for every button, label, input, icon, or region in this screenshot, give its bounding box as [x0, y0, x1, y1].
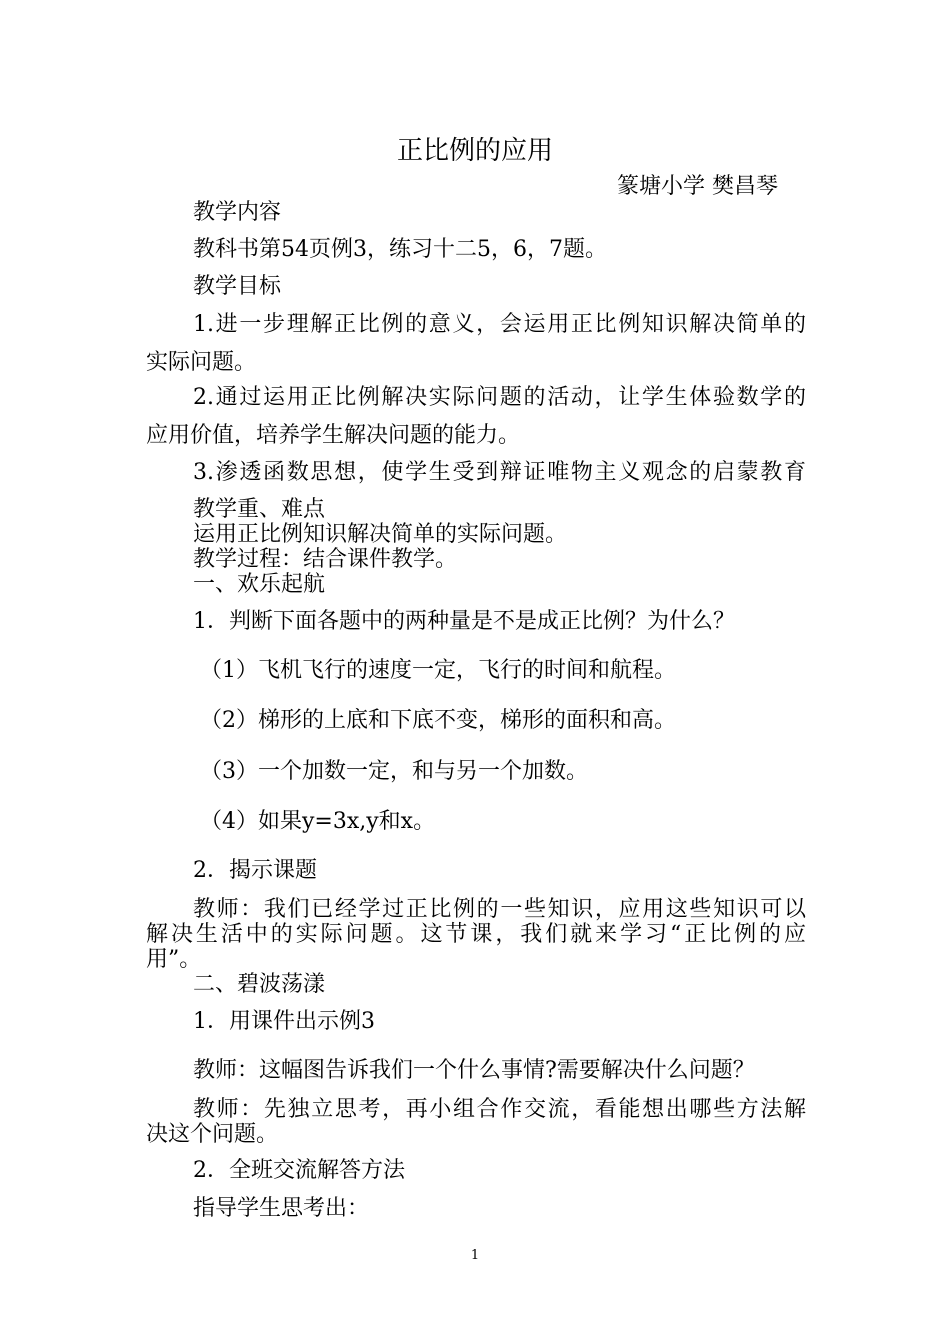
goal-2-line-2: 应用价值，培养学生解决问题的能力。: [146, 423, 521, 448]
heading-teaching-goals: 教学目标: [193, 274, 282, 299]
page-number: 1: [470, 1248, 480, 1263]
question-1: 1．判断下面各题中的两种量是不是成正比例？为什么？: [193, 609, 735, 634]
key-points-text: 运用正比例知识解决简单的实际问题。: [193, 522, 568, 547]
section-2-heading: 二、碧波荡漾: [193, 972, 326, 997]
heading-teaching-content: 教学内容: [193, 200, 282, 225]
goal-1-line-1: 1.进一步理解正比例的意义，会运用正比例知识解决简单的: [193, 312, 806, 337]
class-discussion-heading: 2．全班交流解答方法: [193, 1158, 405, 1183]
document-author: 篆塘小学 樊昌琴: [617, 174, 778, 199]
question-1-item-4: （4）如果y=3x,y和x。: [200, 809, 436, 834]
teacher-question: 教师：这幅图告诉我们一个什么事情?需要解决什么问题？: [193, 1058, 755, 1083]
document-title: 正比例的应用: [396, 136, 553, 166]
guide-students: 指导学生思考出：: [193, 1196, 370, 1221]
teacher-intro-line-2: 解决生活中的实际问题。这节课，我们就来学习“正比例的应: [146, 922, 806, 947]
teaching-process: 教学过程：结合课件教学。: [193, 547, 458, 572]
teacher-instruction-line-1: 教师：先独立思考，再小组合作交流，看能想出哪些方法解: [193, 1097, 806, 1122]
goal-2-line-1: 2.通过运用正比例解决实际问题的活动，让学生体验数学的: [193, 385, 806, 410]
goal-3: 3.渗透函数思想，使学生受到辩证唯物主义观念的启蒙教育: [193, 460, 806, 485]
teacher-intro-line-1: 教师：我们已经学过正比例的一些知识，应用这些知识可以: [193, 897, 806, 922]
teacher-instruction-line-2: 决这个问题。: [146, 1122, 279, 1147]
section-1-heading: 一、欢乐起航: [193, 572, 326, 597]
question-1-item-3: （3）一个加数一定，和与另一个加数。: [200, 759, 588, 784]
textbook-reference: 教科书第54页例3，练习十二5，6，7题。: [193, 237, 607, 262]
goal-1-line-2: 实际问题。: [146, 350, 257, 375]
example-heading: 1．用课件出示例3: [193, 1009, 375, 1034]
question-1-item-2: （2）梯形的上底和下底不变，梯形的面积和高。: [200, 708, 676, 733]
heading-key-points: 教学重、难点: [193, 497, 326, 522]
teacher-intro-line-3: 用”。: [146, 947, 202, 972]
reveal-topic-heading: 2．揭示课题: [193, 858, 317, 883]
question-1-item-1: （1）飞机飞行的速度一定，飞行的时间和航程。: [200, 658, 676, 683]
